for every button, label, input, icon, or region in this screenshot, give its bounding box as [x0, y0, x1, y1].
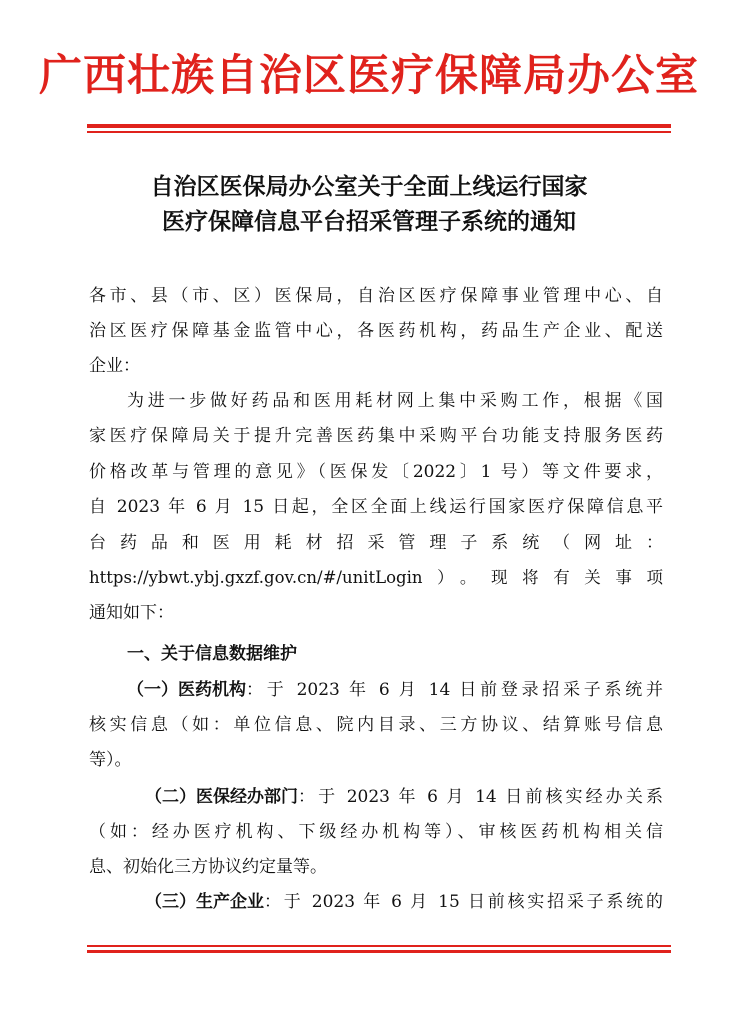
document-title-line-1: 自治区医保局办公室关于全面上线运行国家: [150, 173, 588, 200]
body-text-line-url: https://ybwt.ybj.gxzf.gov.cn/#/unitLogin）。现将有关事项: [89, 568, 663, 587]
document-title-line-2: 医疗保障信息平台招采管理子系统的通知: [162, 208, 576, 235]
item-1-first-line: [127, 677, 663, 703]
body-text-line: 家医疗保障局关于提升完善医药集中采购平台功能支持服务医药: [89, 426, 663, 446]
body-text-line: 息、初始化三方协议约定量等。: [89, 857, 327, 877]
body-text-line: 台 药 品 和 医 用 耗 材 招 采 管 理 子 系 统 （ 网 址 ：: [89, 533, 663, 553]
body-text-line: （如：经办医疗机构、下级经办机构等）、审核医药机构相关信: [89, 822, 663, 842]
item-3-label: （三）生产企业: [145, 892, 264, 912]
addressee-line: 企业：: [89, 356, 140, 376]
item-3-text: ：于 2023 年 6 月 15 日前核实招采子系统的: [264, 892, 663, 912]
body-text-line: 等）。: [89, 750, 132, 770]
addressee-line: 各市、县（市、区）医保局，自治区医疗保障事业管理中心、自: [89, 286, 663, 306]
footer-divider-thin: [87, 945, 671, 947]
section-heading: 一、关于信息数据维护: [127, 644, 297, 664]
issuing-organization-header: 广西壮族自治区医疗保障局办公室: [39, 51, 699, 101]
header-divider-thick: [87, 124, 671, 128]
body-text-line: 核实信息（如：单位信息、院内目录、三方协议、结算账号信息: [89, 715, 663, 735]
item-1-text: ：于 2023 年 6 月 14 日前登录招采子系统并: [246, 680, 663, 700]
footer-divider-thick: [87, 950, 671, 953]
header-divider-thin: [87, 131, 671, 133]
item-2-text: ：于 2023 年 6 月 14 日前核实经办关系: [298, 787, 663, 807]
addressee-line: 治区医疗保障基金监管中心，各医药机构，药品生产企业、配送: [89, 321, 663, 341]
item-2-first-line: [145, 784, 663, 810]
body-text-line: 自 2023 年 6 月 15 日起，全区全面上线运行国家医疗保障信息平: [89, 497, 663, 517]
body-text-line: 价格改革与管理的意见》（医保发〔2022〕1 号）等文件要求，: [89, 462, 663, 482]
item-3-first-line: [145, 889, 663, 915]
body-text-line: 通知如下：: [89, 603, 174, 623]
item-1-label: （一）医药机构: [127, 680, 246, 700]
body-text-line: 为进一步做好药品和医用耗材网上集中采购工作，根据《国: [127, 391, 663, 411]
item-2-label: （二）医保经办部门: [145, 787, 298, 807]
